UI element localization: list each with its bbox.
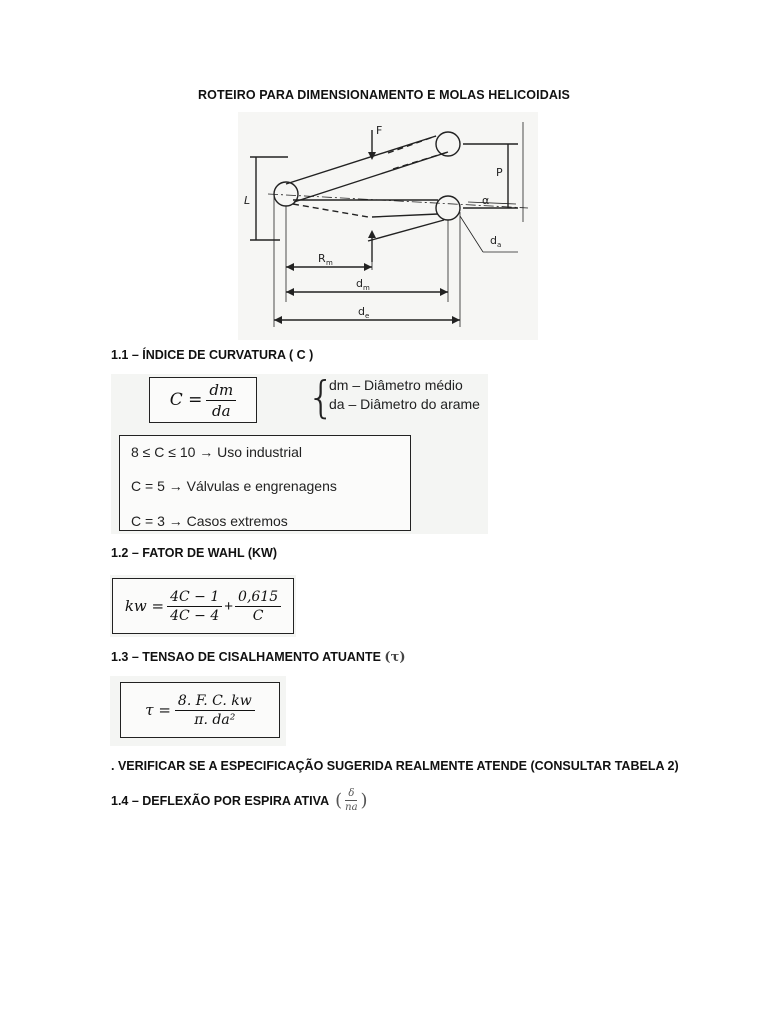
- curvature-formula-box: C = $\frac{dm}{da}$: [149, 377, 257, 423]
- section-1-3-heading: 1.3 – TENSAO DE CISALHAMENTO ATUANTE (τ): [111, 650, 406, 665]
- section-1-1-heading: 1.1 – ÍNDICE DE CURVATURA ( C ): [111, 348, 314, 362]
- wahl-fraction-1: $\frac{4C - 1}{4C - 4}$: [167, 589, 222, 624]
- curvature-fraction: $\frac{dm}{da}$: [206, 381, 236, 420]
- section-1-4-heading-row: [111, 788, 368, 813]
- svg-text:a: a: [497, 241, 502, 249]
- document-title: ROTEIRO PARA DIMENSIONAMENTO E MOLAS HELICOIDAIS: [198, 88, 570, 102]
- wahl-factor-panel: [110, 575, 296, 637]
- legend-da: da – Diâmetro do arame: [329, 396, 480, 412]
- svg-text:m: m: [326, 259, 333, 267]
- usage-valves: C = 5 → Válvulas e engrenagens: [131, 478, 337, 494]
- section-1-4-heading: 1.4 – DEFLEXÃO POR ESPIRA ATIVA: [111, 793, 330, 808]
- length-label: L: [244, 194, 251, 207]
- wire-diameter-label: d: [490, 234, 497, 247]
- section-1-2-heading: 1.2 – FATOR DE WAHL (KW): [111, 546, 277, 560]
- brace-symbol: {: [307, 372, 335, 423]
- deflection-symbol: ( $\frac{\delta}{na}$ ): [335, 788, 368, 813]
- svg-text:m: m: [363, 284, 370, 292]
- curvature-index-panel: [111, 374, 488, 534]
- usage-extreme: C = 3 → Casos extremos: [131, 513, 288, 529]
- usage-industrial: 8 ≤ C ≤ 10 → Uso industrial: [131, 444, 302, 460]
- mean-radius-label: R: [318, 252, 326, 265]
- svg-text:e: e: [365, 312, 370, 320]
- verification-note: . VERIFICAR SE A ESPECIFICAÇÃO SUGERIDA REALMENTE ATENDE (CONSULTAR TABELA 2): [111, 759, 679, 773]
- external-diameter-label: d: [358, 305, 365, 318]
- helical-spring-diagram: [238, 112, 538, 340]
- shear-formula-box: τ = $\frac{8. F. C. kw}{\text{π. da²}}$: [120, 682, 280, 738]
- wahl-formula-box: kw = $\frac{4C - 1}{4C - 4}$ + $\frac{0,615}{C}$: [112, 578, 294, 634]
- shear-stress-panel: [110, 676, 286, 746]
- mean-diameter-label: d: [356, 277, 363, 290]
- tau-symbol: (τ): [384, 650, 406, 665]
- shear-fraction: $\frac{8. F. C. kw}{\text{π. da²}}$: [175, 693, 255, 728]
- force-label: F: [376, 124, 383, 137]
- pitch-label: P: [496, 166, 503, 179]
- alpha-label: α: [482, 194, 490, 207]
- wahl-fraction-2: $\frac{0,615}{C}$: [235, 589, 281, 624]
- legend-dm: dm – Diâmetro médio: [329, 377, 463, 393]
